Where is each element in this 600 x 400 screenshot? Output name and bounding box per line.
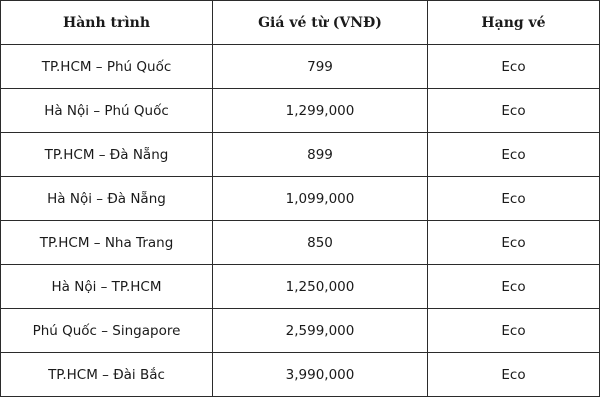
class-cell: Eco	[428, 89, 600, 133]
fare-table-body	[1, 45, 600, 397]
price-cell: 850	[213, 221, 428, 265]
header-price: Giá vé từ (VNĐ)	[213, 1, 428, 45]
header-row	[1, 1, 600, 45]
class-cell: Eco	[428, 177, 600, 221]
table-row	[1, 265, 600, 309]
class-cell: Eco	[428, 45, 600, 89]
route-cell: TP.HCM – Phú Quốc	[1, 45, 213, 89]
price-cell: 3,990,000	[213, 353, 428, 397]
route-cell: Phú Quốc – Singapore	[1, 309, 213, 353]
header-class: Hạng vé	[428, 1, 600, 45]
table-row	[1, 133, 600, 177]
route-cell: TP.HCM – Đài Bắc	[1, 353, 213, 397]
table-row	[1, 177, 600, 221]
class-cell: Eco	[428, 265, 600, 309]
class-cell: Eco	[428, 133, 600, 177]
route-cell: TP.HCM – Đà Nẵng	[1, 133, 213, 177]
class-cell: Eco	[428, 309, 600, 353]
price-cell: 1,099,000	[213, 177, 428, 221]
table-row	[1, 221, 600, 265]
route-cell: Hà Nội – Phú Quốc	[1, 89, 213, 133]
route-cell: Hà Nội – TP.HCM	[1, 265, 213, 309]
table-row	[1, 309, 600, 353]
class-cell: Eco	[428, 353, 600, 397]
price-cell: 1,299,000	[213, 89, 428, 133]
table-row	[1, 45, 600, 89]
table-row	[1, 89, 600, 133]
price-cell: 799	[213, 45, 428, 89]
header-route: Hành trình	[1, 1, 213, 45]
route-cell: TP.HCM – Nha Trang	[1, 221, 213, 265]
class-cell: Eco	[428, 221, 600, 265]
route-cell: Hà Nội – Đà Nẵng	[1, 177, 213, 221]
price-cell: 1,250,000	[213, 265, 428, 309]
table-row	[1, 353, 600, 397]
fare-table-header	[1, 1, 600, 45]
price-cell: 899	[213, 133, 428, 177]
price-cell: 2,599,000	[213, 309, 428, 353]
